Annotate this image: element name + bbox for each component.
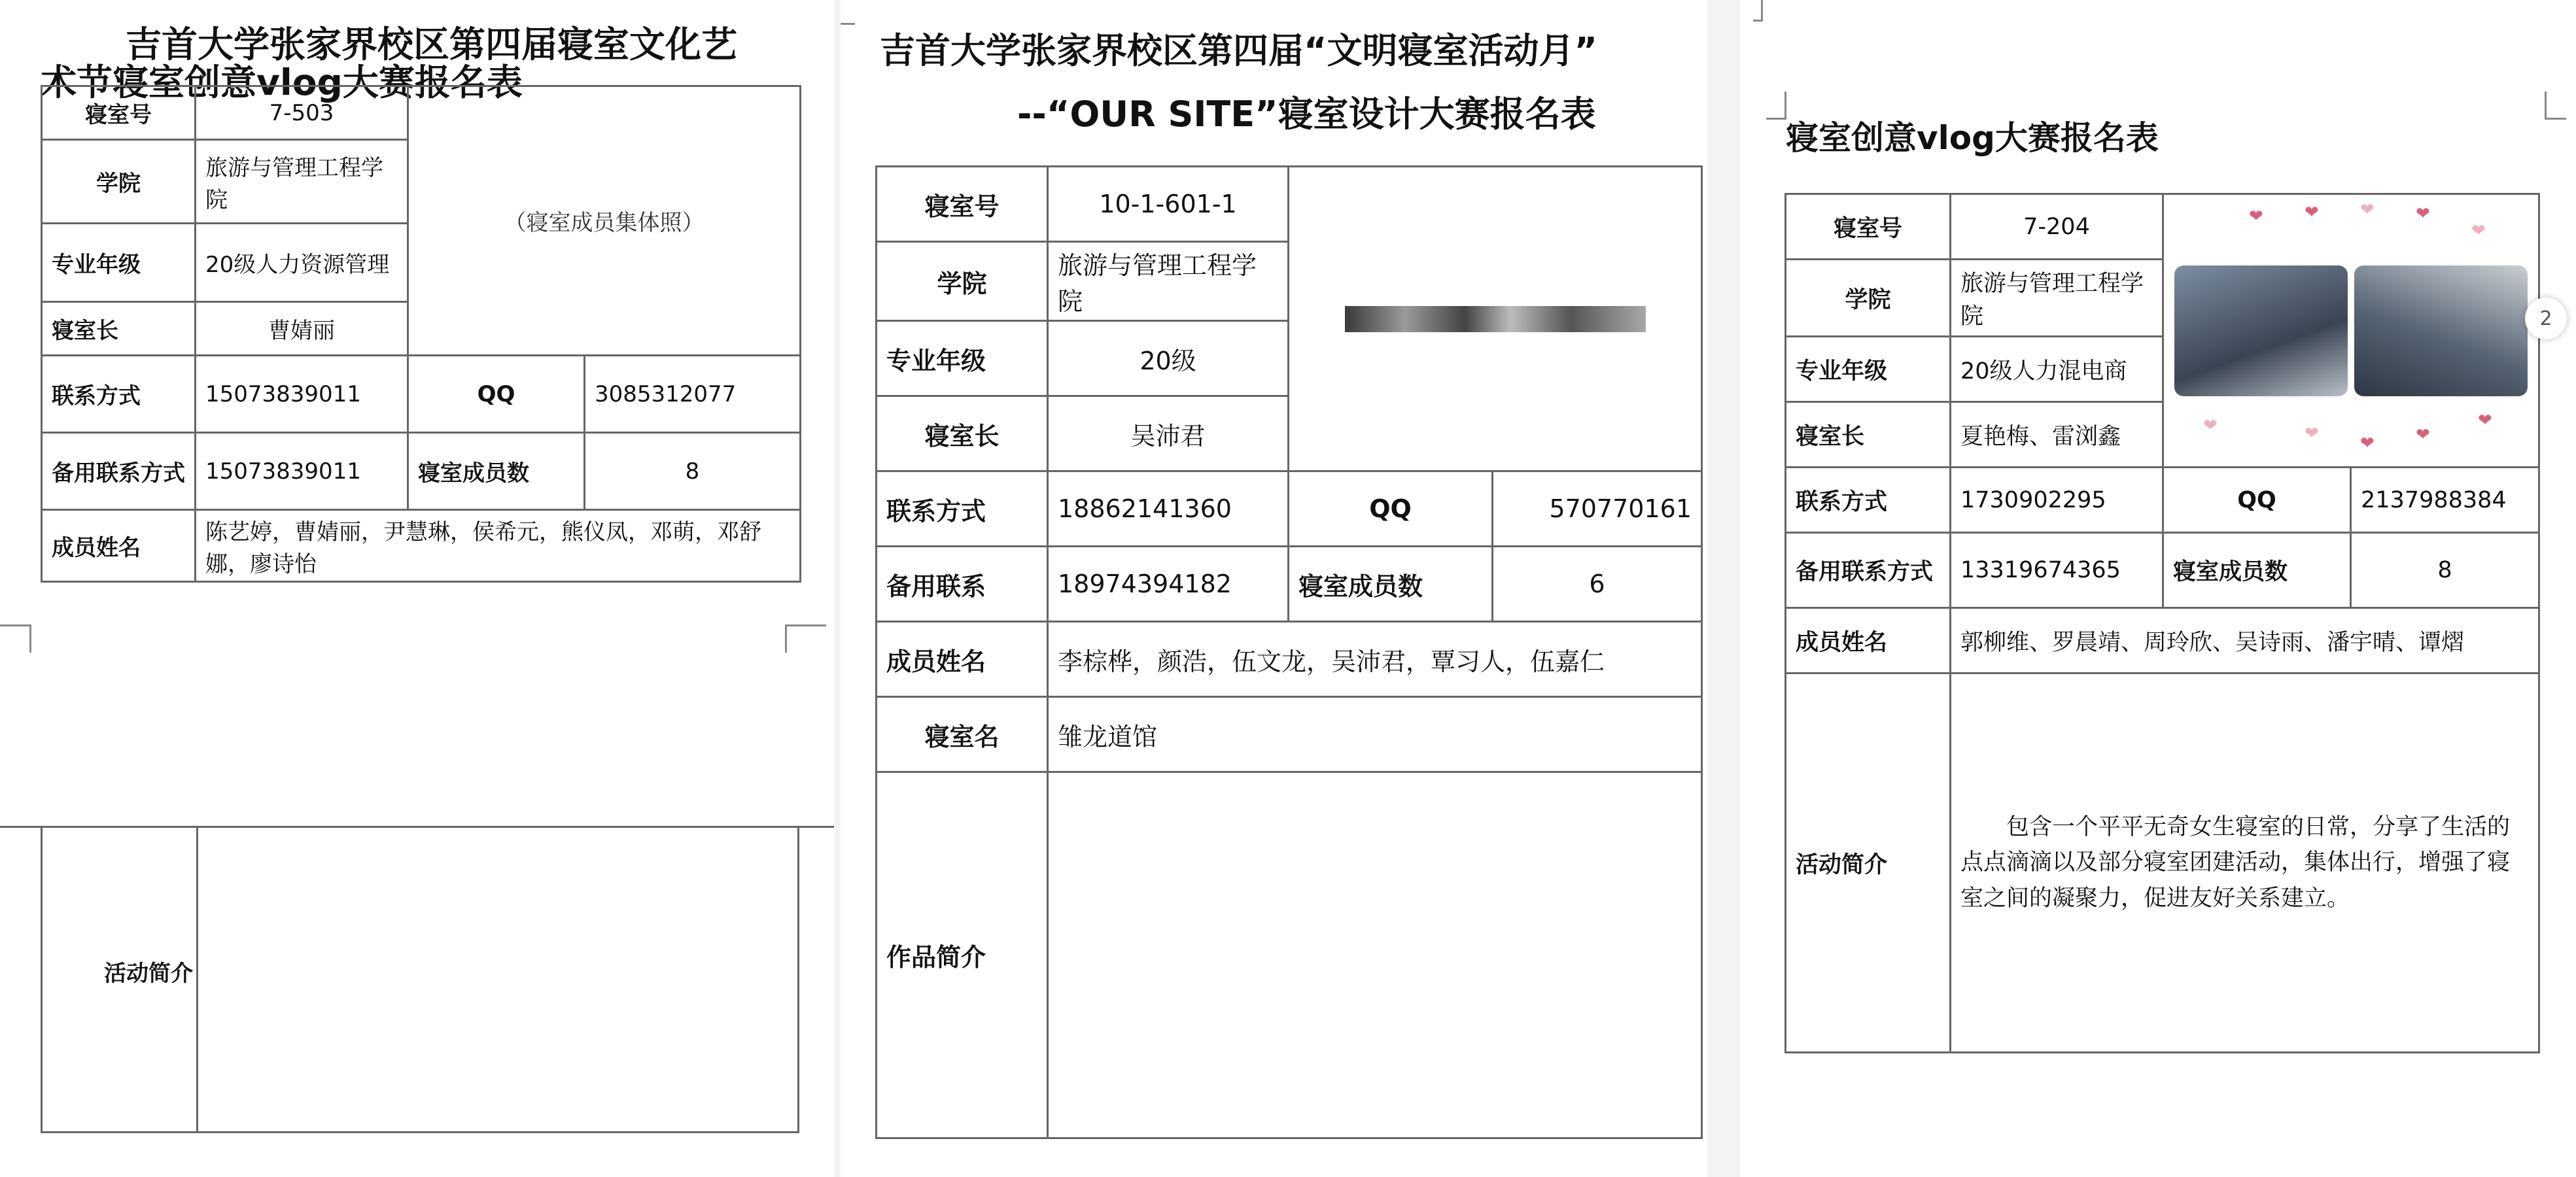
activity-intro-label: 活动简介 [104,961,193,987]
qq-label: QQ [1289,471,1493,547]
qq-label: QQ [408,356,585,433]
heart-icon: ❤ [2360,200,2375,220]
contact-label: 联系方式 [877,471,1048,547]
contact-label: 联系方式 [42,356,196,433]
group-photo [1289,167,1702,471]
backup-contact-value: 18974394182 [1048,547,1289,622]
page-number-badge[interactable]: 2 [2525,298,2567,339]
dorm-number-label: 寝室号 [42,86,196,140]
dorm-number-label: 寝室号 [877,167,1048,242]
works-intro-value [1048,772,1702,1138]
member-count-label: 寝室成员数 [1289,547,1493,622]
backup-contact-label: 备用联系方式 [42,433,196,510]
backup-contact-label: 备用联系方式 [1786,533,1951,608]
members-label: 成员姓名 [877,622,1048,697]
member-count-value: 8 [585,433,801,510]
form3-title: 寝室创意vlog大赛报名表 [1786,119,2159,157]
members-label: 成员姓名 [42,510,196,582]
member-count-label: 寝室成员数 [2163,533,2351,608]
major-grade-value: 20级 [1048,321,1289,396]
activity-intro-box [41,826,799,1133]
dorm-number-value: 7-503 [196,86,408,140]
major-grade-value: 20级人力混电商 [1951,337,2163,402]
members-value: 郭柳维、罗晨靖、周玲欣、吴诗雨、潘宇晴、谭熠 [1951,608,2539,674]
dorm-leader-value: 吴沛君 [1048,396,1289,471]
heart-icon: ❤ [2360,434,2375,453]
qq-value: 570770161 [1493,471,1702,547]
heart-icon: ❤ [2203,416,2218,435]
heart-icon: ❤ [2249,207,2263,226]
dorm-leader-label: 寝室长 [877,396,1048,471]
member-count-label: 寝室成员数 [408,433,585,510]
activity-intro-label: 活动简介 [1786,674,1951,1053]
heart-icon: ❤ [2471,221,2486,241]
college-label: 学院 [42,140,196,224]
form1-title-line1: 吉首大学张家界校区第四届寝室文化艺 [126,24,738,65]
heart-icon: ❤ [2416,204,2430,224]
heart-icon: ❤ [2416,425,2430,445]
backup-contact-label: 备用联系 [877,547,1048,622]
college-value: 旅游与管理工程学院 [1048,242,1289,321]
major-grade-label: 专业年级 [877,321,1048,396]
qq-value: 3085312077 [585,356,801,433]
crop-mark [785,624,826,653]
dorm-leader-value: 曹婧丽 [196,302,408,356]
heart-icon: ❤ [2478,411,2492,430]
members-value: 李棕桦，颜浩，伍文龙，吴沛君，覃习人，伍嘉仁 [1048,622,1702,697]
college-label: 学院 [877,242,1048,321]
registration-form-1 [0,0,834,1177]
backup-contact-value: 15073839011 [196,433,408,510]
qq-label: QQ [2163,468,2351,533]
dorm-number-label: 寝室号 [1786,194,1951,260]
members-label: 成员姓名 [1786,608,1951,674]
form2-title-line2: --“OUR SITE”寝室设计大赛报名表 [1017,93,1596,135]
member-count-value: 8 [2351,533,2539,608]
dorm-leader-label: 寝室长 [1786,402,1951,468]
contact-value: 1730902295 [1951,468,2163,533]
members-value: 陈艺婷，曹婧丽，尹慧琳，侯希元，熊仪凤，邓萌，邓舒娜，廖诗怡 [196,510,801,582]
form2-title-line1: 吉首大学张家界校区第四届“文明寝室活动月” [880,30,1597,71]
major-grade-label: 专业年级 [42,224,196,302]
dorm-photo-2 [2354,265,2528,396]
group-photo [2163,194,2539,468]
dorm-number-value: 7-204 [1951,194,2163,260]
registration-form-3 [1740,0,2576,1177]
form2-table [875,165,1703,1139]
form3-table [1784,193,2540,1053]
college-value: 旅游与管理工程学院 [1951,260,2163,337]
heart-icon: ❤ [2305,203,2319,222]
works-intro-label: 作品简介 [877,772,1048,1138]
backup-contact-value: 13319674365 [1951,533,2163,608]
college-value: 旅游与管理工程学院 [196,140,408,224]
dorm-leader-value: 夏艳梅、雷浏鑫 [1951,402,2163,468]
major-grade-value: 20级人力资源管理 [196,224,408,302]
dorm-leader-label: 寝室长 [42,302,196,356]
registration-form-2 [841,0,1707,1177]
form2-title [880,30,1697,135]
blurred-photo-strip [1345,306,1646,332]
form1-title-line2: 术节寝室创意vlog大赛报名表 [41,61,523,103]
contact-value: 18862141360 [1048,471,1289,547]
contact-label: 联系方式 [1786,468,1951,533]
dorm-number-value: 10-1-601-1 [1048,167,1289,242]
member-count-value: 6 [1493,547,1702,622]
form1-table [41,85,801,583]
crop-mark [0,624,31,653]
heart-icon: ❤ [2305,424,2319,443]
dorm-photo-1 [2174,265,2348,396]
dorm-name-value: 雏龙道馆 [1048,697,1702,772]
qq-value: 2137988384 [2351,468,2539,533]
major-grade-label: 专业年级 [1786,337,1951,402]
college-label: 学院 [1786,260,1951,337]
group-photo-placeholder: （寝室成员集体照） [408,86,801,356]
activity-intro-value: 包含一个平平无奇女生寝室的日常，分享了生活的点点滴滴以及部分寝室团建活动，集体出行，增强了寝室之间的凝聚力，促进友好关系建立。 [1951,674,2539,1053]
contact-value: 15073839011 [196,356,408,433]
dorm-name-label: 寝室名 [877,697,1048,772]
